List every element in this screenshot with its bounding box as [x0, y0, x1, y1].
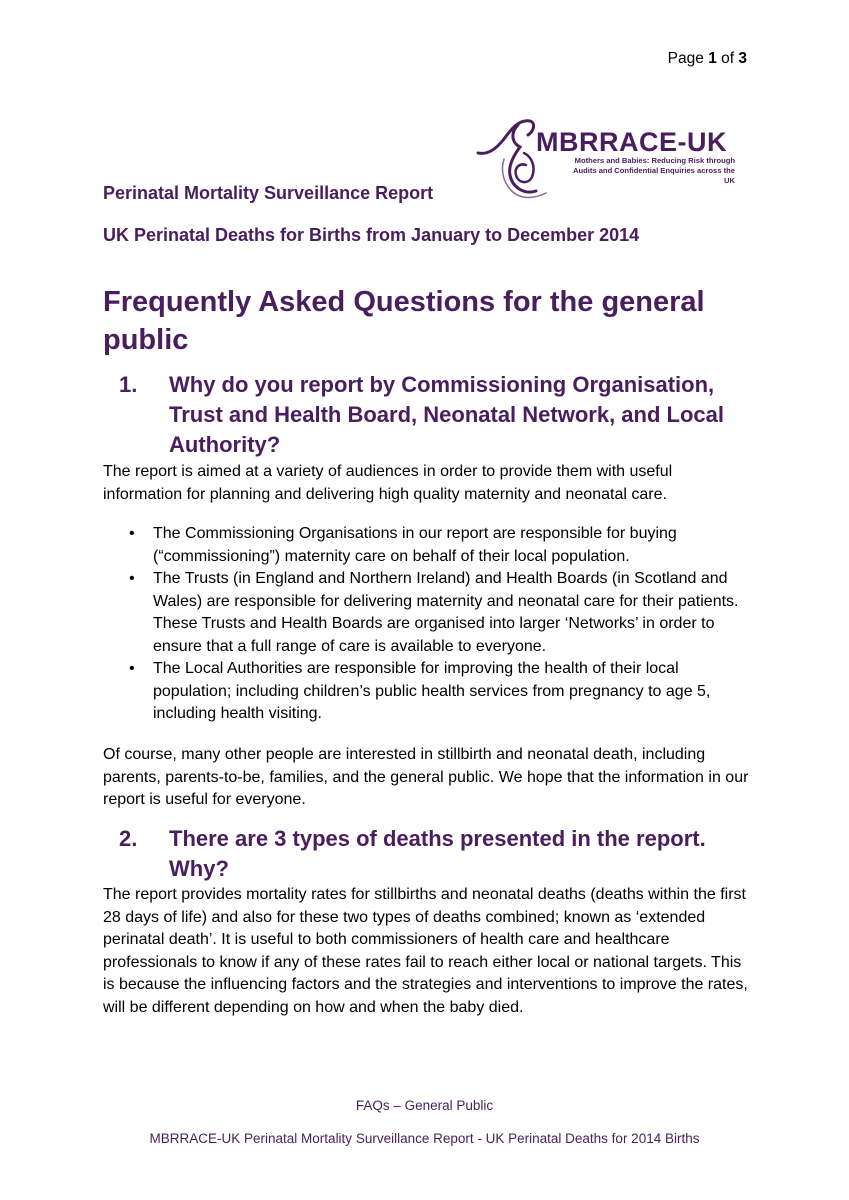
- report-subtitle: UK Perinatal Deaths for Births from January to December 2014: [103, 225, 640, 245]
- question-2-heading: [103, 824, 763, 884]
- list-item: [103, 568, 753, 658]
- list-item-text: The Local Authorities are responsible for improving the health of their local population; including children’s public health services from pregnancy to age 5, including health visiting.: [153, 660, 711, 722]
- question-1-number: 1.: [119, 372, 138, 397]
- list-item: [103, 658, 753, 726]
- page-total: 3: [738, 50, 747, 67]
- question-1-intro: The report is aimed at a variety of audiences in order to provide them with useful information for planning and delivering high quality maternity and neonatal care.: [103, 463, 673, 503]
- logo-tagline: [570, 156, 735, 186]
- question-1-heading: [103, 370, 763, 460]
- report-title: Perinatal Mortality Surveillance Report: [103, 183, 434, 203]
- bullet-icon: •: [129, 570, 135, 587]
- list-item-text: The Trusts (in England and Northern Ireland) and Health Boards (in Scotland and Wales) are responsible for delivering maternity and neonatal care for their patients. These Trusts and Health Boards are organised into larger ‘Networks’ in order to ensure that a full range of care is available to everyone.: [153, 570, 739, 655]
- logo-tagline-line-1: Mothers and Babies: Reducing Risk through: [574, 156, 735, 165]
- footer-report-name: MBRRACE-UK Perinatal Mortality Surveillance Report - UK Perinatal Deaths for 2014 Births: [149, 1131, 700, 1146]
- question-1-bullet-list: [103, 523, 753, 726]
- question-2-intro: The report provides mortality rates for stillbirths and neonatal deaths (deaths within the first 28 days of life) and also for these two types of deaths combined; known as ‘extended perinatal death’. It is useful to both commissioners of health care and healthcare professionals to know if any of these rates fail to reach either local or national targets. This is because the influencing factors and the strategies and interventions to improve the rates, will be different depending on how and when the baby died.: [103, 886, 748, 1016]
- page-title: Frequently Asked Questions for the general public: [103, 286, 705, 356]
- logo-tagline-line-2: Audits and Confidential Enquiries across the UK: [572, 166, 735, 185]
- footer-section-label: FAQs – General Public: [355, 1098, 494, 1113]
- page-current: 1: [708, 50, 717, 67]
- question-2-text: There are 3 types of deaths presented in the report. Why?: [169, 826, 706, 881]
- question-1-text: Why do you report by Commissioning Organisation, Trust and Health Board, Neonatal Network, and Local Authority?: [169, 372, 724, 457]
- page-label: Page: [667, 50, 704, 67]
- bullet-icon: •: [129, 660, 135, 677]
- mbrrace-logo: [474, 113, 744, 203]
- bullet-icon: •: [129, 525, 135, 542]
- list-item: [103, 523, 753, 568]
- question-1-closing: Of course, many other people are interested in stillbirth and neonatal death, including parents, parents-to-be, families, and the general public. We hope that the information in our report is useful for everyone.: [103, 746, 749, 808]
- page-number: [668, 50, 747, 68]
- list-item-text: The Commissioning Organisations in our report are responsible for buying (“commissioning”) maternity care on behalf of their local population.: [153, 525, 677, 565]
- page-of: of: [721, 50, 735, 67]
- question-2-number: 2.: [119, 826, 138, 851]
- logo-wordmark: MBRRACE-UK: [536, 127, 727, 157]
